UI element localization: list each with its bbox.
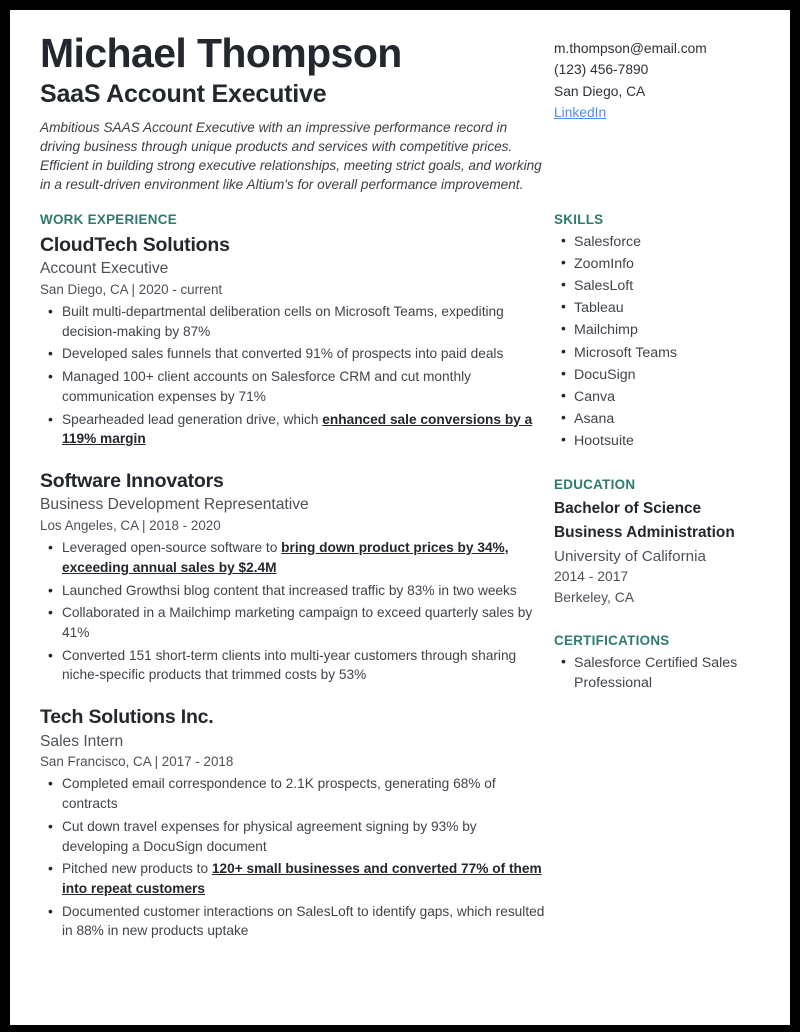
job-bullet: • Documented customer interactions on SalesLoft to identify gaps, which resulted in 88% in new products uptake bbox=[40, 902, 545, 941]
contact-email: m.thompson@email.com bbox=[554, 41, 707, 56]
job-bullet: • Managed 100+ client accounts on Salesforce CRM and cut monthly communication expenses by 71% bbox=[40, 367, 545, 406]
candidate-job-title: SaaS Account Executive bbox=[40, 80, 327, 109]
job-bullet: • Completed email correspondence to 2.1K prospects, generating 68% of contracts bbox=[40, 774, 545, 813]
job-bullet: • Leveraged open-source software to bring down product prices by 34%, exceeding annual sales by $2.4M bbox=[40, 538, 545, 577]
side-column bbox=[545, 212, 760, 693]
job-bullet-list bbox=[40, 302, 545, 449]
work-experience-list bbox=[40, 233, 545, 941]
contact-location: San Diego, CA bbox=[554, 83, 646, 99]
job-role: Account Executive bbox=[40, 260, 169, 278]
job-bullet-list bbox=[40, 774, 545, 941]
education-degree: Bachelor of Science bbox=[554, 500, 702, 518]
candidate-name: Michael Thompson bbox=[40, 30, 402, 76]
job-bullet: • Collaborated in a Mailchimp marketing campaign to exceed quarterly sales by 41% bbox=[40, 603, 545, 642]
contact-phone: (123) 456-7890 bbox=[554, 62, 649, 78]
job-entry bbox=[40, 469, 545, 685]
job-bullet: • Launched Growthsi blog content that increased traffic by 83% in two weeks bbox=[40, 581, 545, 601]
job-bullet: • Built multi-departmental deliberation cells on Microsoft Teams, expediting decision-making by 87% bbox=[40, 302, 545, 341]
job-location-dates: Los Angeles, CA | 2018 - 2020 bbox=[40, 518, 221, 534]
skill-item: • Salesforce bbox=[554, 232, 760, 252]
section-heading-education: EDUCATION bbox=[554, 477, 636, 493]
skill-item: • Tableau bbox=[554, 298, 760, 318]
resume-header bbox=[40, 32, 760, 195]
identity-block bbox=[40, 32, 545, 195]
education-section bbox=[554, 477, 760, 607]
main-column bbox=[40, 212, 545, 941]
job-company: Software Innovators bbox=[40, 469, 224, 492]
skill-item: • ZoomInfo bbox=[554, 254, 760, 274]
skill-item: • DocuSign bbox=[554, 365, 760, 385]
skill-item: • Canva bbox=[554, 387, 760, 407]
job-bullet-list bbox=[40, 538, 545, 685]
skills-section bbox=[554, 212, 760, 452]
job-bullet: • Developed sales funnels that converted 91% of prospects into paid deals bbox=[40, 344, 545, 364]
skill-item: • Mailchimp bbox=[554, 320, 760, 340]
job-entry bbox=[40, 705, 545, 941]
section-heading-work-experience: WORK EXPERIENCE bbox=[40, 211, 177, 227]
job-company: CloudTech Solutions bbox=[40, 233, 230, 256]
certification-item: • Salesforce Certified Sales Professional bbox=[554, 653, 760, 693]
job-entry bbox=[40, 233, 545, 449]
section-heading-certifications: CERTIFICATIONS bbox=[554, 632, 670, 648]
bullet-emphasis: enhanced sale conversions by a 119% margin bbox=[62, 411, 533, 447]
job-location-dates: San Francisco, CA | 2017 - 2018 bbox=[40, 754, 234, 770]
job-bullet: • Pitched new products to 120+ small businesses and converted 77% of them into repeat customers bbox=[40, 859, 545, 898]
contact-block bbox=[545, 32, 760, 124]
skill-item: • Asana bbox=[554, 409, 760, 429]
job-location-dates: San Diego, CA | 2020 - current bbox=[40, 281, 223, 297]
section-heading-skills: SKILLS bbox=[554, 211, 604, 227]
education-school: University of California bbox=[554, 547, 706, 565]
job-company: Tech Solutions Inc. bbox=[40, 706, 214, 729]
job-role: Sales Intern bbox=[40, 732, 124, 750]
resume-body bbox=[40, 212, 760, 1015]
bullet-emphasis: bring down product prices by 34%, exceeding annual sales by $2.4M bbox=[62, 540, 509, 575]
bullet-emphasis: 120+ small businesses and converted 77% of them into repeat customers bbox=[62, 861, 542, 896]
job-role: Business Development Representative bbox=[40, 496, 309, 514]
skill-item: • Microsoft Teams bbox=[554, 343, 760, 363]
education-major: Business Administration bbox=[554, 524, 735, 542]
skill-item: • Hootsuite bbox=[554, 431, 760, 451]
job-bullet: • Converted 151 short-term clients into multi-year customers through sharing niche-specific products that trimmed costs by 53% bbox=[40, 646, 545, 685]
linkedin-link[interactable]: LinkedIn bbox=[554, 105, 607, 121]
professional-summary: Ambitious SAAS Account Executive with an impressive performance record in driving business through unique products and services with competitive prices. Efficient in building strong executive relationships, meeting strict goals, and working in a result-driven environment like Altium's for overall performance improvement. bbox=[40, 119, 542, 193]
certifications-section bbox=[554, 633, 760, 693]
education-location: Berkeley, CA bbox=[554, 588, 635, 605]
certifications-list bbox=[554, 653, 760, 693]
job-bullet: • Spearheaded lead generation drive, which enhanced sale conversions by a 119% margin bbox=[40, 410, 545, 449]
job-bullet: • Cut down travel expenses for physical agreement signing by 93% by developing a DocuSign document bbox=[40, 817, 545, 856]
skill-item: • SalesLoft bbox=[554, 276, 760, 296]
resume-document bbox=[10, 10, 790, 1025]
education-years: 2014 - 2017 bbox=[554, 568, 629, 585]
skills-list bbox=[554, 232, 760, 452]
